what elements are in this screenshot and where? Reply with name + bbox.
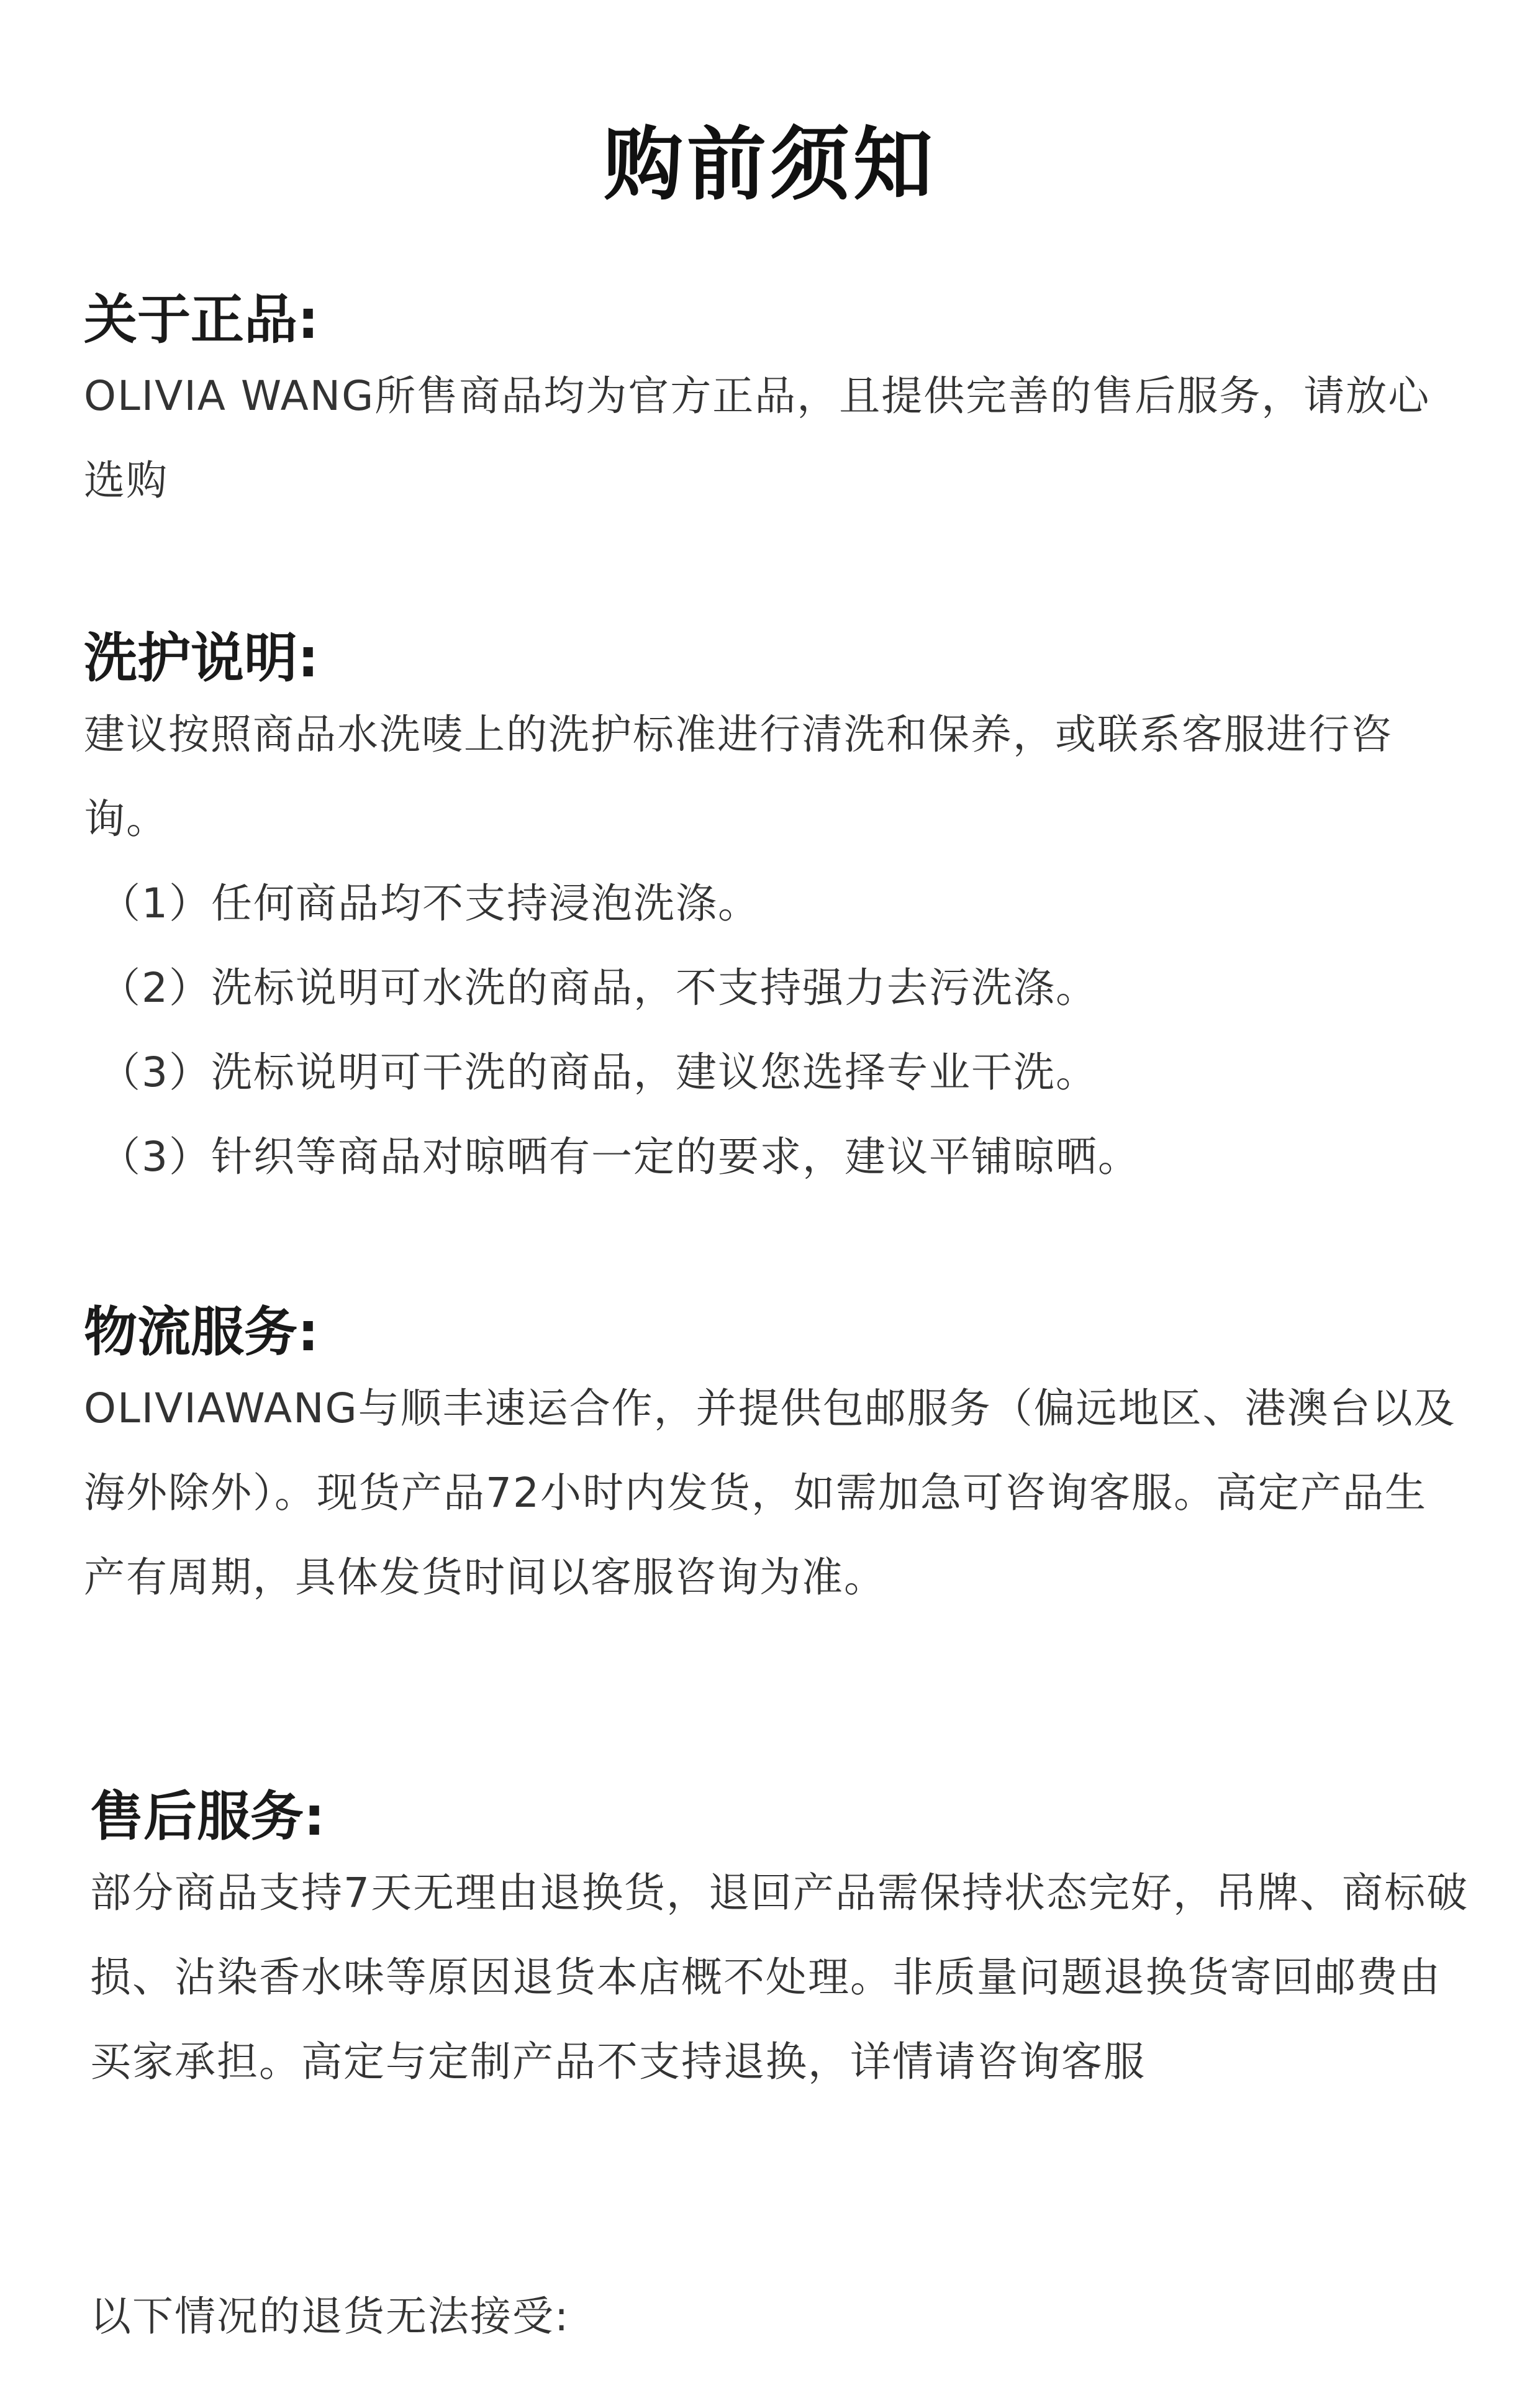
section-heading-shipping: 物流服务: bbox=[84, 1301, 319, 1363]
page-title: 购前须知 bbox=[603, 118, 936, 211]
return-exclusions-intro: 以下情况的退货无法接受: bbox=[90, 2292, 570, 2340]
care-list-item: （3）针织等商品对晾晒有一定的要求，建议平铺晾晒。 bbox=[99, 1133, 1140, 1181]
section-authentic bbox=[84, 286, 1469, 523]
section-heading-authentic: 关于正品: bbox=[84, 289, 319, 351]
section-body-care: 建议按照商品水洗唛上的洗护标准进行清洗和保养，或联系客服进行咨询。 bbox=[84, 711, 1393, 843]
care-list bbox=[84, 861, 1469, 1199]
section-aftersales bbox=[90, 1783, 1475, 2104]
section-shipping bbox=[84, 1298, 1469, 1620]
care-list-item: （2）洗标说明可水洗的商品，不支持强力去污洗涤。 bbox=[99, 964, 1098, 1012]
section-body-authentic: OLIVIA WANG所售商品均为官方正品，且提供完善的售后服务，请放心选购 bbox=[84, 372, 1431, 504]
section-body-shipping: OLIVIAWANG与顺丰速运合作，并提供包邮服务（偏远地区、港澳台以及海外除外）。现货产品72小时内发货，如需加急可咨询客服。高定产品生产有周期，具体发货时间以客服咨询为准。 bbox=[84, 1384, 1456, 1601]
care-list-item: （3）洗标说明可干洗的商品，建议您选择专业干洗。 bbox=[99, 1048, 1098, 1096]
section-heading-care: 洗护说明: bbox=[84, 627, 319, 689]
section-care bbox=[84, 624, 1469, 1199]
section-body-aftersales: 部分商品支持7天无理由退换货，退回产品需保持状态完好，吊牌、商标破损、沾染香水味等原因退货本店概不处理。非质量问题退换货寄回邮费由买家承担。高定与定制产品不支持退换，详情请咨询客服 bbox=[90, 1869, 1469, 2086]
section-heading-aftersales: 售后服务: bbox=[90, 1786, 325, 1848]
care-list-item: （1）任何商品均不支持浸泡洗涤。 bbox=[99, 879, 760, 927]
